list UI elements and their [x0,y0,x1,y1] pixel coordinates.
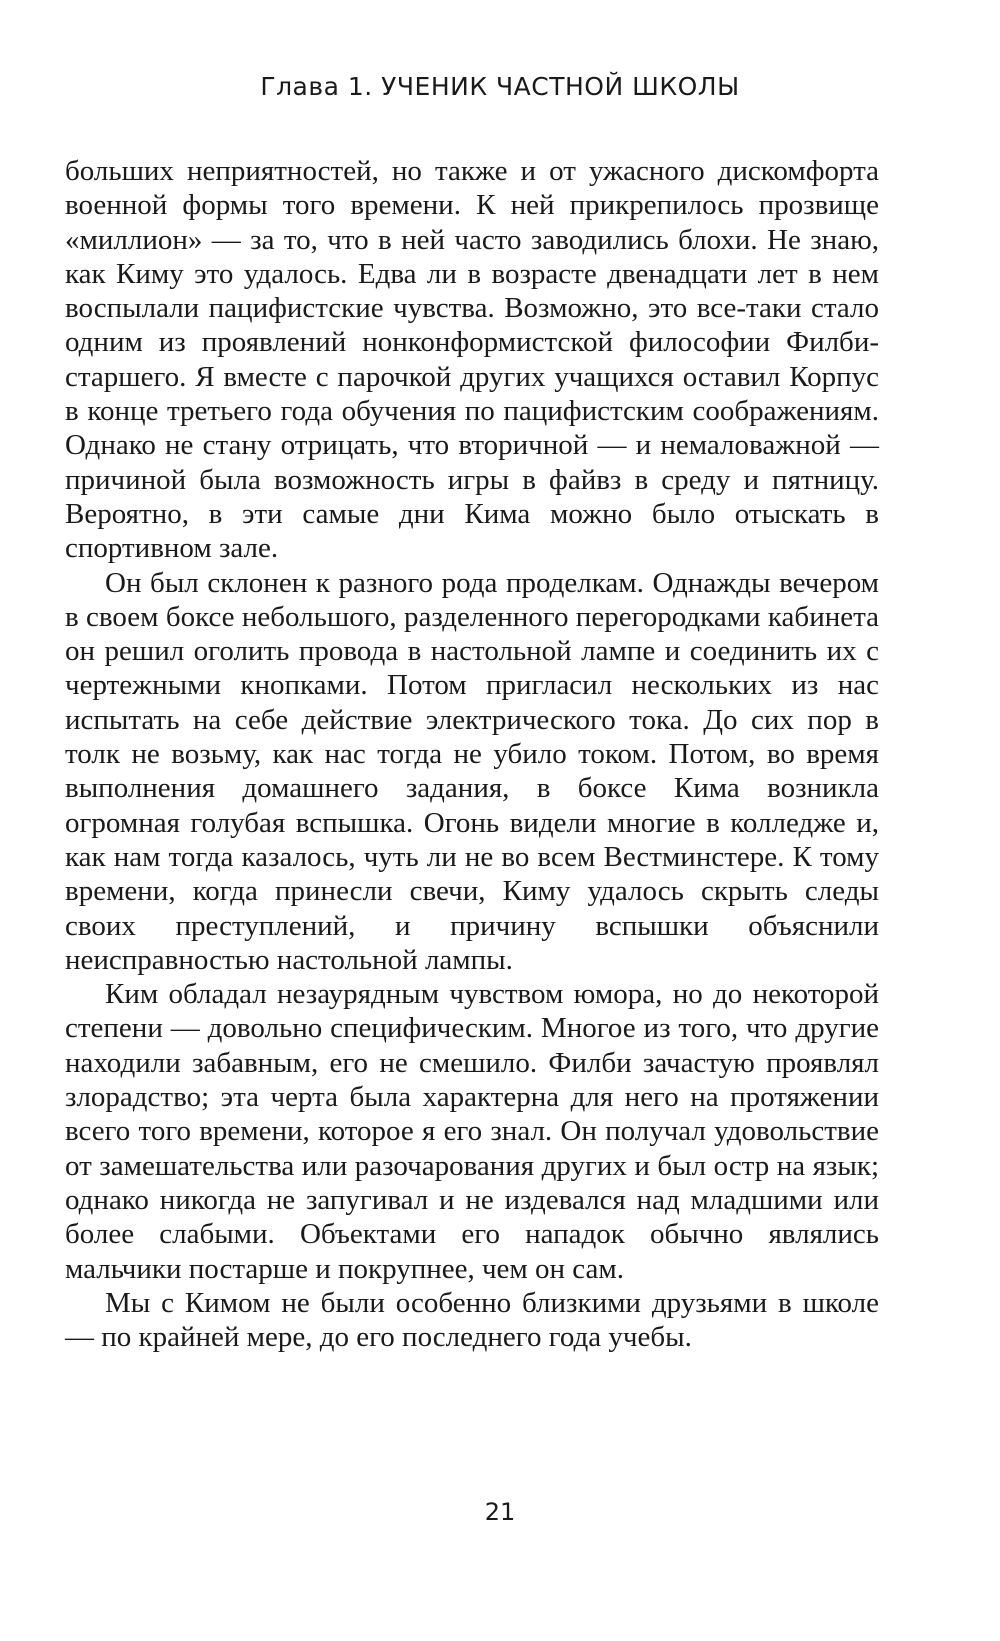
paragraph-2: Он был склонен к разного рода проделкам. Однажды вечером в своем боксе небольшого, разделенного перегородками кабинета он решил оголить провода в настольной лампе и соединить их с чертежными кнопками. Потом пригласил нескольких из нас испытать на себе действие электрического тока. До сих пор в толк не возьму, как нас тогда не убило током. Потом, во время выполнения домашнего задания, в боксе Кима возникла огромная голубая вспышка. Огонь видели многие в колледже и, как нам тогда казалось, чуть ли не во всем Вестминстере. К тому времени, когда принесли свечи, Киму удалось скрыть следы своих преступлений, и причину вспышки объяснили неисправностью настольной лампы. [65,566,879,976]
page-number: 21 [484,1498,516,1526]
body-text [65,154,879,1354]
paragraph-3: Ким обладал незаурядным чувством юмора, но до некоторой степени — довольно специфическим. Многое из того, что другие находили забавным, его не смешило. Филби зачастую проявлял злорадство; эта черта была характерна для него на протяжении всего того времени, которое я его знал. Он получал удовольствие от замешательства или разочарования других и был остр на язык; однако никогда не запугивал и не издевался над младшими или более слабыми. Объектами его нападок обычно являлись мальчики постарше и покрупнее, чем он сам. [65,978,879,1285]
running-head: Глава 1. УЧЕНИК ЧАСТНОЙ ШКОЛЫ [260,72,740,101]
paragraph-4: Мы с Кимом не были особенно близкими друзьями в школе — по крайней мере, до его последнего года учебы. [65,1286,879,1354]
paragraph-1: больших неприятностей, но также и от ужасного дискомфорта военной формы того времени. К ней прикрепилось прозвище «миллион» — за то, что в ней часто заводились блохи. Не знаю, как Киму это удалось. Едва ли в возрасте двенадцати лет в нем воспылали пацифистские чувства. Возможно, это все-таки стало одним из проявлений нонконформистской философии Филби-старшего. Я вместе с парочкой других учащихся оставил Корпус в конце третьего года обучения по пацифистским соображениям. Однако не стану отрицать, что вторичной — и немаловажной — причиной была возможность игры в файвз в среду и пятницу. Вероятно, в эти самые дни Кима можно было отыскать в спортивном зале. [65,155,879,565]
